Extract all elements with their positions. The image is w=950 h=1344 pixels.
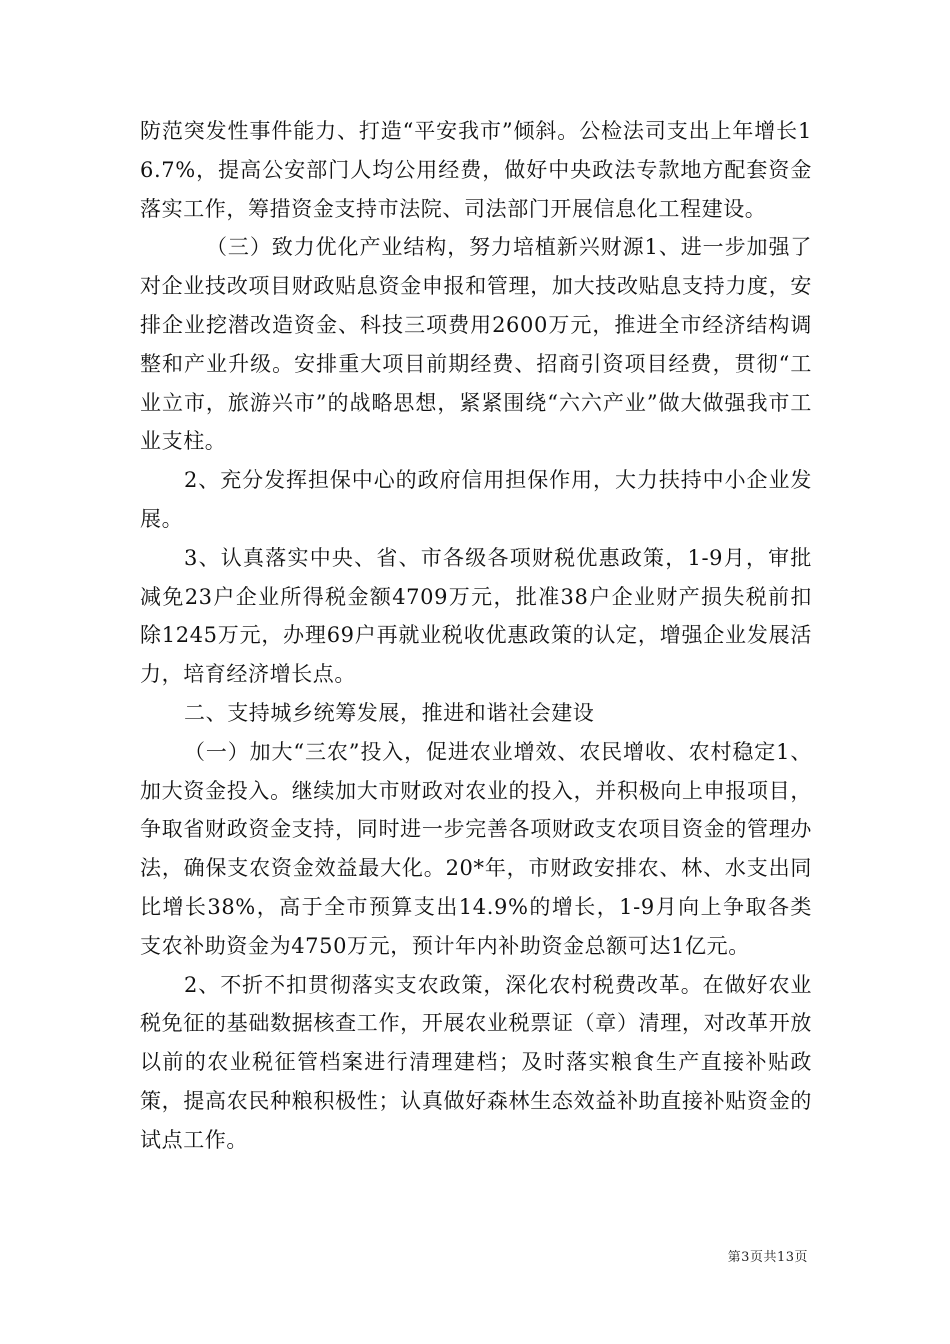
document-body — [140, 112, 812, 1160]
paragraph-continuation: 防范突发性事件能力、打造“平安我市”倾斜。公检法司支出上年增长16.7%，提高公安部门人均公用经费，做好中央政法专款地方配套资金落实工作，筹措资金支持市法院、司法部门开展信息化工程建设。 — [140, 119, 812, 221]
paragraph-agriculture-investment: （一）加大“三农”投入，促进农业增效、农民增收、农村稳定1、加大资金投入。继续加大市财政对农业的投入，并积极向上申报项目，争取省财政资金支持，同时进一步完善各项财政支农项目资金的管理办法，确保支农资金效益最大化。20*年，市财政安排农、林、水支出同比增长38%，高于全市预算支出14.9%的增长，1-9月向上争取各类支农补助资金为4750万元，预计年内补助资金总额可达1亿元。 — [140, 739, 812, 958]
paragraph-guarantee-center: 2、充分发挥担保中心的政府信用担保作用，大力扶持中小企业发展。 — [140, 468, 812, 531]
section-heading: 二、支持城乡统筹发展，推进和谐社会建设 — [184, 700, 595, 725]
paragraph-industry-structure: （三）致力优化产业结构，努力培植新兴财源1、进一步加强了对企业技改项目财政贴息资金申报和管理，加大技改贴息支持力度，安排企业挖潜改造资金、科技三项费用2600万元，推进全市经济结构调整和产业升级。安排重大项目前期经费、招商引资项目经费，贯彻“工业立市，旅游兴市”的战略思想，紧紧围绕“六六产业”做大做强我市工业支柱。 — [140, 235, 812, 454]
page-number: 第3页共13页 — [727, 1250, 808, 1265]
paragraph-tax-policy: 3、认真落实中央、省、市各级各项财税优惠政策，1-9月，审批减免23户企业所得税金额4709万元，批准38户企业财产损失税前扣除1245万元，办理69户再就业税收优惠政策的认定，增强企业发展活力，培育经济增长点。 — [140, 545, 812, 687]
paragraph-agriculture-policy: 2、不折不扣贯彻落实支农政策，深化农村税费改革。在做好农业税免征的基础数据核查工作，开展农业税票证（章）清理，对改革开放以前的农业税征管档案进行清理建档；及时落实粮食生产直接补贴政策，提高农民种粮积极性；认真做好森林生态效益补助直接补贴资金的试点工作。 — [140, 972, 812, 1152]
